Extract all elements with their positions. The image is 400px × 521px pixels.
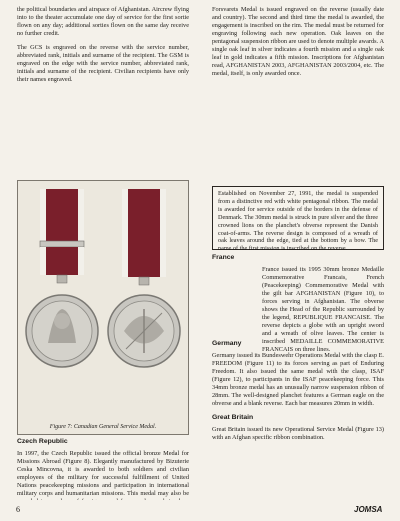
right-ribbon: [122, 189, 166, 285]
figure-caption: Figure 7: Canadian General Service Medal.: [49, 424, 157, 430]
page-number: 6: [16, 505, 20, 514]
left-column: [17, 6, 189, 90]
germany-section: [212, 340, 384, 448]
czech-heading: Czech Republic: [17, 438, 68, 445]
medal-illustration: [18, 181, 190, 436]
gb-heading: Great Britain: [212, 414, 254, 422]
gb-paragraph: Great Britain issued its new Operational Service Medal (Figure 13) with an Afghan specific ribbon combination.: [212, 426, 384, 442]
czech-paragraph: In 1997, the Czech Republic issued the official bronze Medal for Missions Abroad (Figure 8). Elegantly manufactured by Bizuterie Ceska Mincovna, it is awarded to both soldiers and civilian employees of the military for successful fulfillment of United Nations peacekeeping missions and participation in international military corps and humanitarian missions. This medal may also be: [17, 450, 189, 498]
left-paragraph-2: The GCS is engraved on the reverse with the service number, abbreviated rank, initials and surname of the recipient. The GSM is engraved on the edge with the service number, abbreviated rank, initials and surname of the recipient. Civilian recipients have only their names engraved.: [17, 44, 189, 84]
medal-reverse: [108, 295, 180, 367]
france-paragraph: France issued its 1995 30mm bronze Medaille Commemorative Francais, French (Peacekeeping) Commemorative Medal with the gilt bar AFGHANISTAN (Figure 10), to forces serving in Afghanistan. The obverse shows the Head of the Republic surrounded by the legend, REPUBLIQUE FRANCAISE. The reverse depicts a globe with an upright sword and a wreath of olive leaves. The center is inscribed MEDAILLE COMMEMORATIVE FRANCAIS on three lines.: [262, 266, 384, 354]
journal-name: JOMSA: [354, 505, 383, 514]
czech-body: [17, 450, 189, 500]
right-column: [212, 6, 384, 84]
left-ribbon: [40, 189, 84, 283]
denmark-box-paragraph: Established on November 27, 1991, the medal is suspended from a distinctive red with white pentagonal ribbon. The medal is awarded for service outside of the borders in the defense of Denmark. The 30mm medal is struck in pure silver and the three crowned lions on the planchet's obverse represent the Danish coat-of-arms. The reverse design is composed of a wreath of oak leaves around the edge, tied at the bottom by a bow. The name of the first mission is inscribed on the reverse.: [218, 190, 378, 253]
germany-heading: Germany: [212, 340, 242, 347]
right-paragraph-1: Forsvarets Medal is issued engraved on the reverse (usually date and country). The second and third time the medal is awarded, the engagement is inscribed on the rim. The medal must be returned for engraving following each new operation. Oak leaves on the pentagonal suspension ribbon are used to denote multiple awards. A single oak leaf in silver indicates a fourth mission and a single oak leaf in gold indicates a fifth mission. Inscriptions for Afghanistan read, AFGHANISTAN 2003, AFGHANISTAN 2003/2004, etc. The medal, itself, is only awarded once.: [212, 6, 384, 78]
germany-paragraph: Germany issued its Bundeswehr Operations Medal with the clasp E. FREEDOM (Figure 11) to its forces serving as part of Enduring Freedom. It also issued the same medal with the clasp, ISAF (Figure 12), to participants in the ISAF peacekeeping force. This 34mm bronze medal has an unusually narrow suspension ribbon of 28mm. The well-designed planchet features a German eagle on the obverse and a blank reverse. Each bar measures 20mm in width.: [212, 352, 384, 408]
figure-7: [17, 180, 189, 435]
france-heading: France: [212, 254, 235, 261]
left-paragraph-1: the political boundaries and airspace of Afghanistan. Aircrew flying into to the theater accumulate one day of service for the first sortie flown on any day; additional sorties flown on the same day receive no further credit.: [17, 6, 189, 38]
medal-obverse: [26, 295, 98, 367]
denmark-sidebar-box: [212, 186, 384, 253]
czech-section: [17, 438, 189, 450]
france-section: [212, 254, 384, 266]
